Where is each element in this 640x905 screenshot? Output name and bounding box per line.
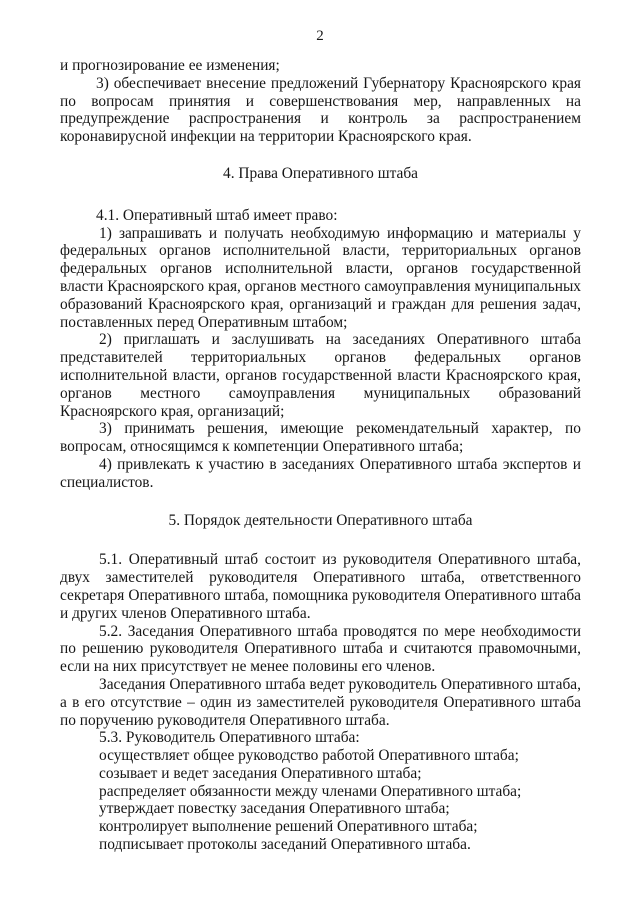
list-item: подписывает протоколы заседаний Оперативного штаба. — [99, 836, 471, 854]
paragraph: и прогнозирование ее изменения; — [60, 57, 280, 74]
list-item: распределяет обязанности между членами Оперативного штаба; — [99, 782, 522, 800]
list-item: утверждает повестку заседания Оперативного штаба; — [99, 800, 450, 818]
list-item: 2) приглашать и заслушивать на заседаниях Оперативного штаба представителей территориальных органов федеральных органов исполнительной власти, органов государственной власти Красноярского края, органов местного самоуправления муниципальных образований Красноярского края, организаций; — [60, 331, 581, 420]
list-item: созывает и ведет заседания Оперативного штаба; — [99, 764, 422, 782]
paragraph: 5.1. Оперативный штаб состоит из руководителя Оперативного штаба, двух заместителей руководителя Оперативного штаба, ответственного секретаря Оперативного штаба, помощника руководителя Оперативного штаба и других членов Оперативного штаба. — [60, 551, 581, 622]
section-heading: 4. Права Оперативного штаба — [223, 164, 418, 182]
page-number: 2 — [316, 28, 324, 44]
list-item: 1) запрашивать и получать необходимую информацию и материалы у федеральных органов исполнительной власти, территориальных органов федеральных органов исполнительной власти, органов государственной власти Красноярского края, органов местного самоуправления муниципальных образований Красноярского края, организаций и граждан для решения задач, поставленных перед Оперативным штабом; — [60, 224, 581, 331]
subsection-intro: 4.1. Оперативный штаб имеет право: — [96, 206, 338, 224]
list-item: 3) принимать решения, имеющие рекомендательный характер, по вопросам, относящимся к компетенции Оперативного штаба; — [60, 420, 581, 456]
section-heading: 5. Порядок деятельности Оперативного штаба — [168, 511, 473, 529]
paragraph: 5.3. Руководитель Оперативного штаба: — [99, 729, 360, 747]
list-item: 4) привлекать к участию в заседаниях Оперативного штаба экспертов и специалистов. — [60, 455, 581, 491]
paragraph: Заседания Оперативного штаба ведет руководитель Оперативного штаба, а в его отсутствие – один из заместителей руководителя Оперативного штаба по поручению руководителя Оперативного штаба. — [60, 675, 581, 729]
document-body — [60, 57, 581, 854]
paragraph: 5.2. Заседания Оперативного штаба проводятся по мере необходимости по решению руководителя Оперативного штаба и считаются правомочными, если на них присутствует не менее половины его членов. — [60, 622, 581, 676]
list-item: контролирует выполнение решений Оперативного штаба; — [99, 818, 478, 836]
list-item: осуществляет общее руководство работой Оперативного штаба; — [99, 747, 519, 765]
paragraph: 3) обеспечивает внесение предложений Губернатору Красноярского края по вопросам принятия и совершенствования мер, направленных на предупреждение распространения и контроль за распространением коронавирусной инфекции на территории Красноярского края. — [60, 74, 581, 146]
